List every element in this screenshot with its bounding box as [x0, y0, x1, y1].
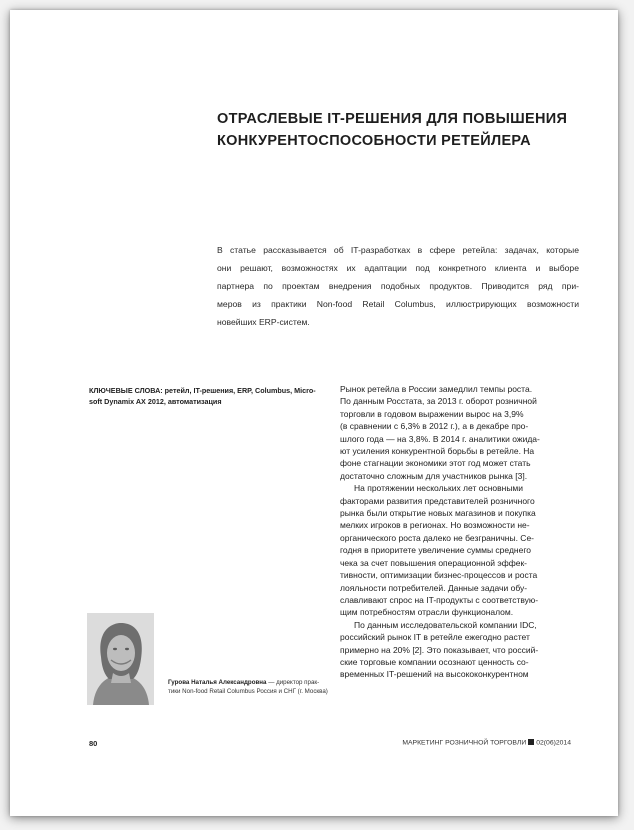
- abstract-line: новейших ERP-систем.: [217, 317, 310, 327]
- magazine-page: [10, 10, 618, 816]
- article-body: [340, 383, 584, 681]
- keywords: [89, 385, 329, 407]
- body-line: По данным Росстата, за 2013 г. оборот розничной: [340, 396, 537, 407]
- body-line: лояльности потребителей. Данные задачи обу-: [340, 582, 528, 593]
- author-line: [168, 678, 338, 687]
- abstract-line: меров из практики Non-food Retail Columbus, иллюстрирующих возможности: [217, 299, 579, 309]
- keywords-line: soft Dynamix AX 2012, автоматизация: [89, 397, 222, 406]
- author-line: тики Non-food Retail Columbus Россия и СНГ (г. Москва): [168, 688, 328, 695]
- body-line: чека за счет повышения операционной эффек-: [340, 557, 528, 568]
- body-line: российский рынок IT в ретейле ежегодно растет: [340, 632, 530, 643]
- author-caption: [168, 678, 338, 696]
- keywords-line: КЛЮЧЕВЫЕ СЛОВА: ретейл, IT-решения, ERP, Columbus, Micro-: [89, 386, 316, 395]
- title-line: КОНКУРЕНТОСПОСОБНОСТИ РЕТЕЙЛЕРА: [217, 133, 531, 149]
- body-line: По данным исследовательской компании IDC,: [354, 619, 537, 630]
- issue-number: 02(06)2014: [536, 739, 571, 747]
- title-line: ОТРАСЛЕВЫЕ IT-РЕШЕНИЯ ДЛЯ ПОВЫШЕНИЯ: [217, 111, 568, 127]
- body-line: рынка были открытие новых магазинов и покупка: [340, 508, 536, 519]
- body-line: мелких игроков в регионах. Но возможности не-: [340, 520, 530, 531]
- article-title: [217, 108, 597, 152]
- author-portrait-icon: [87, 613, 154, 705]
- body-line: Рынок ретейла в России замедлил темпы роста.: [340, 384, 533, 394]
- author-description: — директор прак-: [266, 679, 320, 686]
- square-separator-icon: [528, 739, 534, 745]
- body-line: факторами развития представителей розничного: [340, 495, 535, 506]
- article-abstract: [217, 241, 579, 331]
- body-line: фоне стагнации экономики этот год может стать: [340, 458, 531, 469]
- body-line: На протяжении нескольких лет основными: [354, 483, 524, 494]
- body-line: тивности, оптимизации бизнес-процессов и роста: [340, 570, 538, 581]
- running-footer: [402, 739, 571, 747]
- body-line: торговли в годовом выражении вырос на 3,9%: [340, 408, 524, 419]
- body-line: годня в приоритете увеличение суммы среднего: [340, 545, 531, 556]
- body-line: ют усиления конкурентной борьбы в ретейле. На: [340, 446, 535, 457]
- body-line: ские торговые компании осознают ценность со-: [340, 656, 529, 667]
- body-line: щим потребностям отрасли функционалом.: [340, 607, 514, 618]
- body-line: органического роста далеко не безграничны. Се-: [340, 532, 534, 543]
- journal-name: МАРКЕТИНГ РОЗНИЧНОЙ ТОРГОВЛИ: [402, 739, 527, 747]
- body-line: примерно на 20% [2]. Это показывает, что россий-: [340, 644, 539, 655]
- abstract-line: партнера по проектам внедрения подобных продуктов. Приводится ряд при-: [217, 281, 579, 291]
- page-number: 80: [89, 739, 98, 748]
- author-name: Гурова Наталья Александровна: [168, 679, 267, 686]
- body-line: достаточно сложным для участников рынка [3].: [340, 470, 528, 481]
- author-photo: [87, 613, 154, 705]
- body-line: славливают спрос на IT-продукты с соответствую-: [340, 594, 539, 605]
- abstract-line: они решают, возможностях их адаптации под конкретного клиента и выборе: [217, 263, 579, 273]
- body-line: шлого года — на 3,8%. В 2014 г. аналитики ожида-: [340, 433, 540, 444]
- body-line: временных IT-решений на высококонкурентном: [340, 669, 529, 680]
- body-line: (в сравнении с 6,3% в 2012 г.), а в декабре про-: [340, 421, 529, 432]
- abstract-line: В статье рассказывается об IT-разработках в сфере ретейла: задачах, которые: [217, 245, 579, 255]
